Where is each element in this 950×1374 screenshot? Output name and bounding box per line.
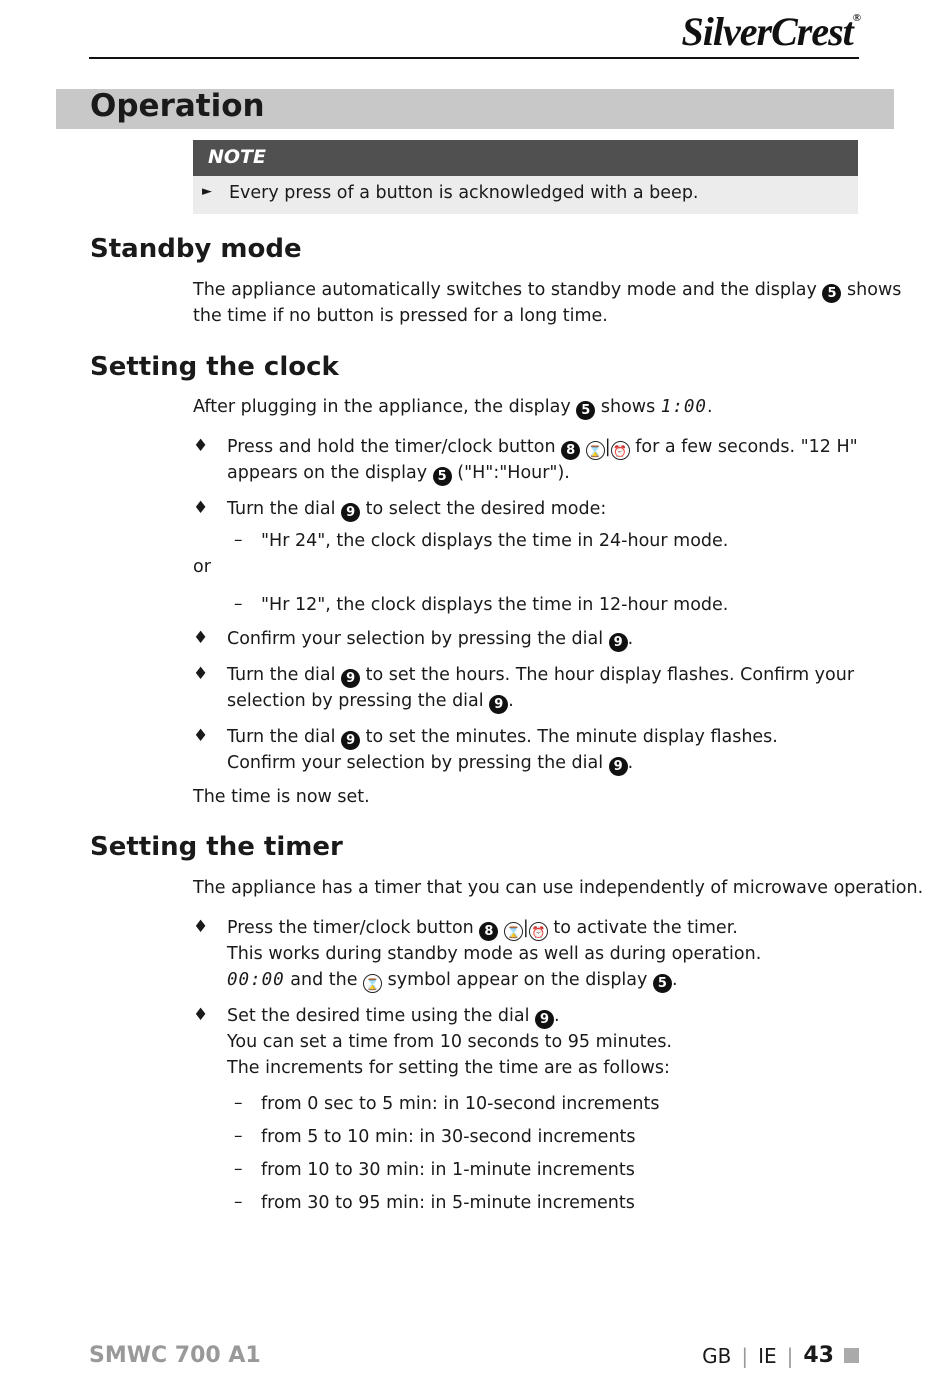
hourglass-icon: ⌛ (586, 441, 605, 460)
bullet-icon: ♦ (193, 917, 209, 937)
dial-ref-icon: 9 (489, 695, 508, 714)
bullet-icon: ♦ (193, 1005, 209, 1025)
bullet-icon: ♦ (193, 726, 209, 746)
bullet-icon: ♦ (193, 664, 209, 684)
dash-icon: – (234, 1126, 243, 1146)
standby-heading: Standby mode (90, 234, 302, 264)
timer-step2-line2: You can set a time from 10 seconds to 95 minutes. (227, 1032, 672, 1052)
square-marker-icon (844, 1348, 859, 1363)
hourglass-icon: ⌛ (504, 922, 523, 941)
dash-icon: – (234, 1159, 243, 1179)
display-ref-icon: 5 (433, 467, 452, 486)
separator: | (741, 1343, 749, 1368)
timer-step2-line1: Set the desired time using the dial 9 . (227, 1006, 560, 1027)
clock-intro: After plugging in the appliance, the display 5 shows 1:00. (193, 397, 713, 418)
dial-ref-icon: 9 (341, 731, 360, 750)
page-number: 43 (803, 1343, 834, 1368)
timer-step1-line1: Press the timer/clock button 8 ⌛ | ⏰ to activate the timer. (227, 918, 738, 939)
button-ref-icon: 8 (561, 441, 580, 460)
clock-step5-line1: Turn the dial 9 to set the minutes. The minute display flashes. (227, 727, 778, 748)
clock-step1-line2: appears on the display 5 ("H":"Hour"). (227, 463, 570, 484)
timer-step1-line3: 00:00 and the ⌛ symbol appear on the display 5 . (227, 970, 678, 991)
timer-heading: Setting the timer (90, 832, 343, 862)
header-rule (89, 57, 859, 59)
page-title: Operation (90, 88, 265, 124)
hourglass-icon: ⌛ (363, 974, 382, 993)
lcd-readout: 00:00 (227, 970, 285, 990)
separator: | (786, 1343, 794, 1368)
clock-done: The time is now set. (193, 787, 370, 807)
clock-step5-line2: Confirm your selection by pressing the dial 9 . (227, 753, 634, 774)
model-number: SMWC 700 A1 (89, 1343, 261, 1368)
timer-step2-line3: The increments for setting the time are as follows: (227, 1058, 670, 1078)
lang-ie: IE (758, 1343, 777, 1368)
lcd-readout: 1:00 (660, 397, 707, 417)
lang-gb: GB (702, 1343, 732, 1368)
dash-icon: – (234, 1192, 243, 1212)
clock-step1-line1: Press and hold the timer/clock button 8 ⌛ | ⏰ for a few seconds. "12 H" (227, 437, 858, 458)
increment-item: from 0 sec to 5 min: in 10-second increments (261, 1094, 660, 1114)
clock-option-24h: "Hr 24", the clock displays the time in 24-hour mode. (261, 531, 729, 551)
alarm-clock-icon: ⏰ (611, 441, 630, 460)
dial-ref-icon: 9 (341, 503, 360, 522)
bullet-icon: ♦ (193, 498, 209, 518)
note-text: Every press of a button is acknowledged with a beep. (229, 183, 699, 203)
footer-right (702, 1343, 859, 1368)
timer-step1-line2: This works during standby mode as well as during operation. (227, 944, 762, 964)
note-label: NOTE (208, 146, 266, 168)
display-ref-icon: 5 (653, 974, 672, 993)
brand-logo: SilverCrest® (681, 9, 860, 54)
increment-item: from 5 to 10 min: in 30-second increments (261, 1127, 636, 1147)
dash-icon: – (234, 594, 243, 614)
dash-icon: – (234, 530, 243, 550)
alarm-clock-icon: ⏰ (529, 922, 548, 941)
dial-ref-icon: 9 (609, 757, 628, 776)
or-text: or (193, 557, 211, 577)
increment-item: from 30 to 95 min: in 5-minute increments (261, 1193, 635, 1213)
clock-step4-line2: selection by pressing the dial 9 . (227, 691, 514, 712)
dial-ref-icon: 9 (535, 1010, 554, 1029)
display-ref-icon: 5 (576, 401, 595, 420)
clock-option-12h: "Hr 12", the clock displays the time in 12-hour mode. (261, 595, 729, 615)
arrow-icon: ► (202, 184, 212, 199)
dial-ref-icon: 9 (341, 669, 360, 688)
button-ref-icon: 8 (479, 922, 498, 941)
timer-intro: The appliance has a timer that you can use independently of microwave operation. (193, 878, 924, 898)
display-ref-icon: 5 (822, 284, 841, 303)
clock-step2: Turn the dial 9 to select the desired mode: (227, 499, 607, 520)
clock-heading: Setting the clock (90, 352, 339, 382)
increment-item: from 10 to 30 min: in 1-minute increments (261, 1160, 635, 1180)
standby-line1: The appliance automatically switches to standby mode and the display 5 shows (193, 280, 902, 301)
bullet-icon: ♦ (193, 628, 209, 648)
dial-ref-icon: 9 (609, 633, 628, 652)
dash-icon: – (234, 1093, 243, 1113)
bullet-icon: ♦ (193, 436, 209, 456)
note-header (193, 140, 858, 176)
clock-step4-line1: Turn the dial 9 to set the hours. The hour display flashes. Confirm your (227, 665, 855, 686)
standby-line2: the time if no button is pressed for a long time. (193, 306, 608, 326)
clock-step3: Confirm your selection by pressing the dial 9 . (227, 629, 634, 650)
